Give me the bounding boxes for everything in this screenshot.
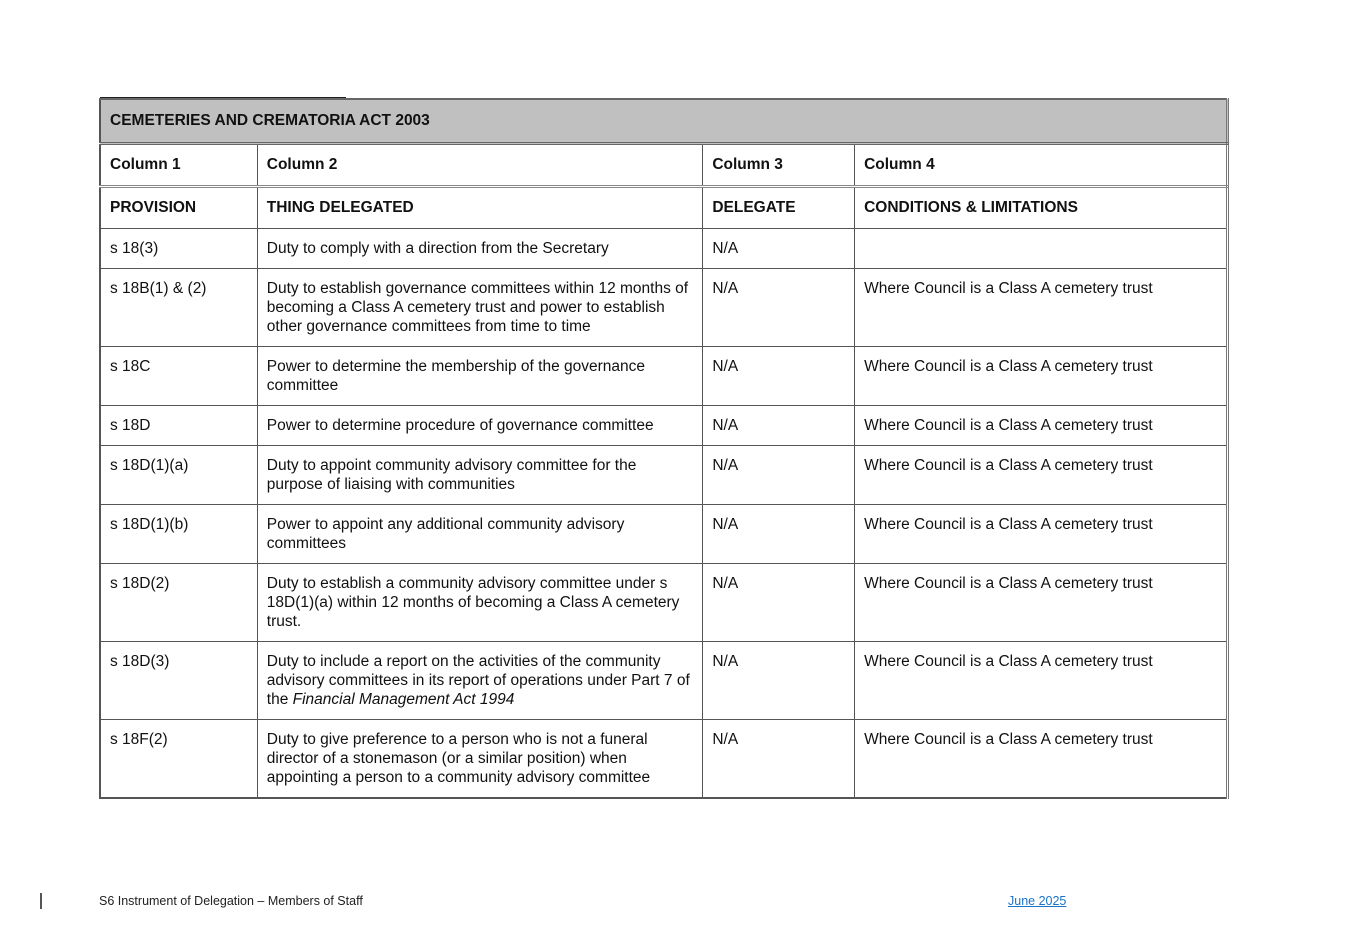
- column-label-2: Column 2: [257, 144, 703, 187]
- footer-document-title: S6 Instrument of Delegation – Members of Staff: [99, 894, 363, 908]
- thing-delegated-cell: [257, 720, 703, 799]
- thing-delegated-text: Duty to establish a community advisory committee under s 18D(1)(a) within 12 months of becoming a Class A cemetery trust.: [266, 575, 680, 630]
- header-conditions: CONDITIONS & LIMITATIONS: [855, 187, 1228, 229]
- thing-delegated-text: Duty to give preference to a person who is not a funeral director of a stonemason (or a similar position) when appointing a person to a community advisory committee: [266, 731, 651, 786]
- table-row: [100, 564, 1228, 642]
- conditions-cell: [855, 229, 1228, 269]
- delegate-cell: N/A: [703, 505, 855, 564]
- thing-delegated-cell: [257, 446, 703, 505]
- table-row: [100, 406, 1228, 446]
- delegate-cell: N/A: [703, 269, 855, 347]
- thing-delegated-italic: Financial Management Act 1994: [292, 691, 515, 708]
- conditions-cell: Where Council is a Class A cemetery trust: [855, 269, 1228, 347]
- thing-delegated-cell: [257, 229, 703, 269]
- table-row: [100, 505, 1228, 564]
- thing-delegated-cell: [257, 347, 703, 406]
- thing-delegated-cell: [257, 505, 703, 564]
- thing-delegated-cell: [257, 642, 703, 720]
- column-label-1: Column 1: [100, 144, 257, 187]
- table-title-row: [100, 99, 1228, 144]
- delegate-cell: N/A: [703, 564, 855, 642]
- provision-cell: s 18C: [100, 347, 257, 406]
- delegate-cell: N/A: [703, 406, 855, 446]
- table-row: [100, 269, 1228, 347]
- column-label-row: [100, 144, 1228, 187]
- delegate-cell: N/A: [703, 347, 855, 406]
- change-bar-marker: [40, 893, 42, 909]
- provision-cell: s 18F(2): [100, 720, 257, 799]
- thing-delegated-cell: [257, 564, 703, 642]
- table-row: [100, 347, 1228, 406]
- thing-delegated-text: Power to determine the membership of the governance committee: [266, 358, 646, 394]
- footer-date-link[interactable]: June 2025: [1008, 894, 1067, 908]
- thing-delegated-text: Power to determine procedure of governance committee: [266, 417, 654, 434]
- provision-cell: s 18D(1)(b): [100, 505, 257, 564]
- provision-cell: s 18(3): [100, 229, 257, 269]
- conditions-cell: Where Council is a Class A cemetery trust: [855, 564, 1228, 642]
- conditions-cell: Where Council is a Class A cemetery trust: [855, 347, 1228, 406]
- delegate-cell: N/A: [703, 446, 855, 505]
- table-title: CEMETERIES AND CREMATORIA ACT 2003: [100, 99, 1228, 144]
- provision-cell: s 18B(1) & (2): [100, 269, 257, 347]
- provision-cell: s 18D(2): [100, 564, 257, 642]
- delegation-table: [99, 98, 1229, 799]
- header-thing-delegated: THING DELEGATED: [257, 187, 703, 229]
- provision-cell: s 18D: [100, 406, 257, 446]
- thing-delegated-text: Duty to establish governance committees within 12 months of becoming a Class A cemetery trust and power to establish other governance committees from time to time: [266, 280, 689, 335]
- thing-delegated-text: Duty to comply with a direction from the Secretary: [266, 240, 609, 257]
- header-provision: PROVISION: [100, 187, 257, 229]
- delegate-cell: N/A: [703, 720, 855, 799]
- table-row: [100, 446, 1228, 505]
- conditions-cell: Where Council is a Class A cemetery trust: [855, 446, 1228, 505]
- thing-delegated-text: Power to appoint any additional community advisory committees: [266, 516, 625, 552]
- conditions-cell: Where Council is a Class A cemetery trust: [855, 406, 1228, 446]
- table-row: [100, 229, 1228, 269]
- table-row: [100, 720, 1228, 799]
- provision-cell: s 18D(3): [100, 642, 257, 720]
- header-row: [100, 187, 1228, 229]
- column-label-3: Column 3: [703, 144, 855, 187]
- delegate-cell: N/A: [703, 642, 855, 720]
- column-label-4: Column 4: [855, 144, 1228, 187]
- conditions-cell: Where Council is a Class A cemetery trust: [855, 720, 1228, 799]
- thing-delegated-cell: [257, 406, 703, 446]
- delegate-cell: N/A: [703, 229, 855, 269]
- thing-delegated-text: Duty to include a report on the activities of the community advisory committees in its report of operations under Part 7 of the: [266, 653, 690, 708]
- conditions-cell: Where Council is a Class A cemetery trust: [855, 642, 1228, 720]
- header-delegate: DELEGATE: [703, 187, 855, 229]
- table-row: [100, 642, 1228, 720]
- conditions-cell: Where Council is a Class A cemetery trust: [855, 505, 1228, 564]
- thing-delegated-text: Duty to appoint community advisory committee for the purpose of liaising with communities: [266, 457, 637, 493]
- provision-cell: s 18D(1)(a): [100, 446, 257, 505]
- thing-delegated-cell: [257, 269, 703, 347]
